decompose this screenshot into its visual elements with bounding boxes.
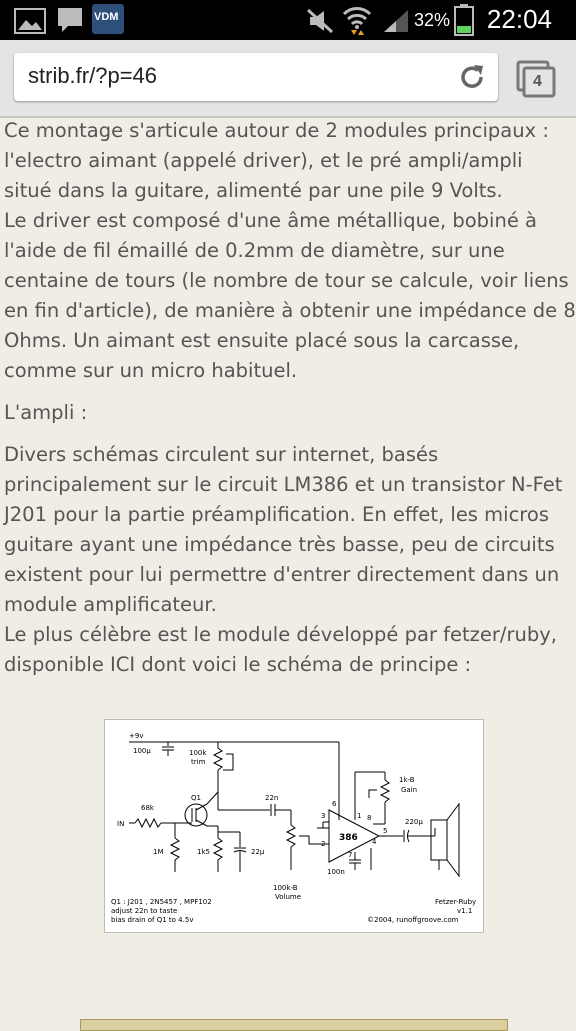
vdm-label: VDM [94, 11, 119, 23]
reload-icon[interactable] [456, 61, 488, 93]
sch-68k: 68k [141, 804, 154, 812]
sch-pin8: 8 [367, 814, 372, 822]
article-body [4, 116, 576, 680]
paragraph-driver: Le driver est composé d'une âme métallique, bobiné à l'aide de fil émaillé de 0.2mm de diamètre, sur une centaine de tours (le nombre de tour se calcule, voir liens en fin d'article), de manière à obtenir une impédance de 8 Ohms. Un aimant est ensuite placé sous la carcasse, comme sur un micro habituel. [4, 209, 576, 382]
sch-220u: 220µ [405, 818, 423, 826]
sch-pin2: 2 [321, 840, 326, 848]
sch-100u: 100µ [133, 747, 151, 755]
sch-22n: 22n [265, 794, 279, 802]
sch-pin1: 1 [357, 812, 362, 820]
vdm-app-icon [92, 4, 124, 34]
status-bar [0, 0, 576, 40]
section-heading-ampli: L'ampli : [4, 401, 88, 424]
sch-100n: 100n [327, 868, 345, 876]
clock: 22:04 [486, 4, 552, 34]
next-image-partial[interactable] [80, 1019, 508, 1031]
mute-icon [306, 8, 334, 34]
sch-pin3: 3 [321, 812, 326, 820]
sch-pin6: 6 [332, 800, 337, 808]
signal-icon [382, 8, 410, 34]
sch-credit2: v1.1 [457, 907, 473, 915]
battery-percent: 32% [414, 10, 451, 30]
sch-pin5: 5 [383, 827, 388, 835]
paragraph-intro: Ce montage s'articule autour de 2 modules principaux : l'electro aimant (appelé driver), et le pré ampli/ampli situé dans la guitare, alimenté par une pile 9 Volts. [4, 119, 549, 202]
image-icon [14, 8, 46, 34]
sch-1k5: 1k5 [197, 848, 210, 856]
chat-icon [56, 6, 84, 34]
url-text[interactable]: strib.fr/?p=46 [28, 63, 158, 88]
paragraph-fetzer: Le plus célèbre est le module développé par fetzer/ruby, disponible ICI dont voici le schéma de principe : [4, 623, 557, 676]
battery-icon [454, 4, 474, 36]
fetzer-ruby-schematic [105, 720, 483, 932]
sch-22u: 22µ [251, 848, 265, 856]
sch-1m: 1M [153, 848, 164, 856]
sch-gain: Gain [401, 786, 418, 794]
sch-100k: 100k [189, 749, 207, 757]
schematic-image[interactable] [104, 719, 484, 933]
paragraph-schemas: Divers schémas circulent sur internet, basés principalement sur le circuit LM386 et un transistor N-Fet J201 pour la partie préamplification. En effet, les micros guitare ayant une impédance très basse, peu de circuits existent pour lui permettre d'entrer directement dans un module amplificateur. [4, 443, 563, 616]
sch-note1: Q1 : J201 , 2N5457 , MPF102 [111, 898, 212, 906]
sch-pot: 100k-B [273, 884, 298, 892]
sch-9v: +9v [129, 732, 144, 740]
sch-note3: bias drain of Q1 to 4.5v [111, 916, 194, 924]
sch-volume: Volume [275, 893, 302, 901]
sch-chip: 386 [339, 833, 358, 843]
wifi-icon [342, 4, 372, 36]
tab-count: 4 [533, 73, 542, 90]
browser-toolbar [0, 40, 576, 118]
sch-in: IN [117, 820, 125, 828]
tabs-button[interactable] [516, 60, 556, 98]
sch-trim: trim [191, 758, 206, 766]
sch-credit3: ©2004, runoffgroove.com [367, 916, 459, 924]
sch-credit1: Fetzer-Ruby [435, 898, 477, 906]
sch-q1: Q1 [191, 794, 201, 802]
sch-note2: adjust 22n to taste [111, 907, 178, 915]
sch-pin7: 7 [348, 851, 353, 859]
sch-pin4: 4 [372, 838, 377, 846]
sch-gain-pot: 1k-B [399, 776, 415, 784]
address-bar[interactable] [14, 53, 498, 101]
